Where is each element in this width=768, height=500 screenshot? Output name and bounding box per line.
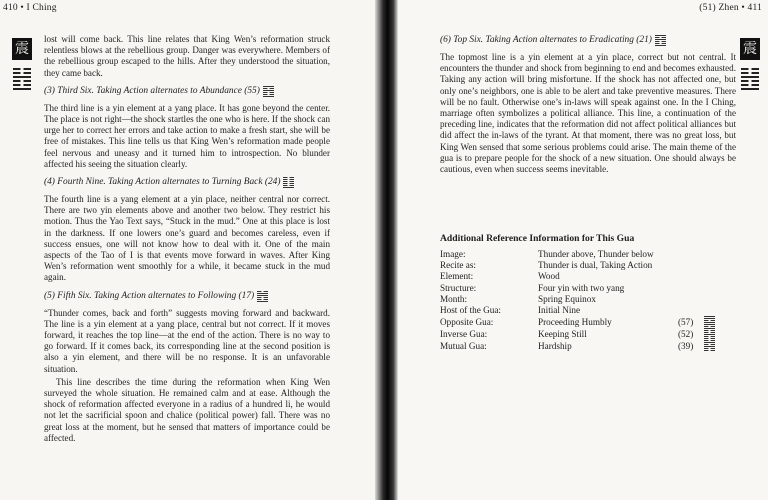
hexagram-zhen-icon xyxy=(13,68,31,92)
hexagram-zhen-icon xyxy=(741,68,759,92)
table-row: Month: Spring Equinox xyxy=(440,293,596,304)
intro-paragraph: lost will come back. This line relates that King Wen’s reformation struck relentless blows at the rebellious group. Danger was everywhere. Members of the rebellious group escaped to the hills. After they understood the situation, they came back. xyxy=(44,34,330,78)
book-gutter xyxy=(375,0,398,500)
hexagram-17-icon xyxy=(257,291,268,303)
right-text-column xyxy=(440,35,736,177)
section-paragraph: This line describes the time during the reformation when King Wen surveyed the whole situation. He remained calm and at ease. Although the shock of reformation affected everyone in a radius of a hundred li, he would not let the sacrificial spoon and chalice (political power) fall. There was no great loss at the moment, but he sensed that matters of importance could be affected. xyxy=(44,376,330,443)
section-heading-third-six: (3) Third Six. Taking Action alternates to Abundance (55) xyxy=(44,86,330,98)
section-heading-fifth-six: (5) Fifth Six. Taking Action alternates to Following (17) xyxy=(44,291,330,303)
table-row: Host of the Gua: Initial Nine xyxy=(440,305,581,316)
zhen-seal-icon: 震 xyxy=(12,38,32,60)
table-row: Opposite Gua: Proceeding Humbly (57) xyxy=(440,316,718,328)
table-row: Image: Thunder above, Thunder below xyxy=(440,248,654,259)
table-row: Element: Wood xyxy=(440,271,560,282)
section-paragraph: The topmost line is a yin element at a yin place, correct but not central. It encounters the thunder and shock from beginning to end and becomes exhausted. Taking any action will bring misfortune. If the shock has not affected one, but only one’s neighbors, one is able to be alert and take preventive measures. There will be no fault. Otherwise one’s in-laws will speak against one. In the I Ching, marriage often symbolizes a political alliance. This line, a continuation of the preceding line, indicates that the reformation did not affect political alliances but did affect the in-laws of the tyrant. At that moment, there was no great loss, but King Wen sensed that some serious problems could arise. The main theme of the gua is to prepare people for the shock of a new situation. One should always be cautious, even when success seems inevitable. xyxy=(440,52,736,175)
table-row: Mutual Gua: Hardship (39) xyxy=(440,340,718,352)
left-running-head: 410 • I Ching xyxy=(3,3,57,13)
right-running-head: (51) Zhen • 411 xyxy=(699,3,762,13)
table-row: Recite as: Thunder is dual, Taking Action xyxy=(440,259,653,270)
table-row: Structure: Four yin with two yang xyxy=(440,282,625,293)
section-paragraph: The third line is a yin element at a yang place. It has gone beyond the center. The place is not right—the shock startles the one who is here. If the shock can urge her to correct her errors and take action to make a fresh start, she will be free of mistakes. This line tells us that King Wen’s reformation made people feel nervous and uneasy and it turned him to introspection. No blunder affected his seeing the situation clearly. xyxy=(44,102,330,169)
hexagram-55-icon xyxy=(263,86,274,98)
reference-title: Additional Reference Information for This Gua xyxy=(440,233,635,244)
hexagram-21-icon xyxy=(655,35,666,47)
section-heading-fourth-nine: (4) Fourth Nine. Taking Action alternates to Turning Back (24) xyxy=(44,177,330,189)
reference-table xyxy=(440,248,718,352)
section-paragraph: The fourth line is a yang element at a yin place, neither central nor correct. There are two yin elements above and another two below. They restrict his motion. Thus the Yao Text says, “Stuck in the mud.” One at this place is lost in the darkness. If one lowers one’s guard and becomes careless, even if success ensues, one will not know how to deal with it. One of the main aspects of the Tao of I is that events move forward in waves. After King Wen’s reformation went smoothly for a while, it became stuck in the mud again. xyxy=(44,194,330,283)
hexagram-52-icon xyxy=(704,328,715,340)
left-page xyxy=(0,0,375,500)
table-row: Inverse Gua: Keeping Still (52) xyxy=(440,328,718,340)
hexagram-39-icon xyxy=(704,340,715,352)
section-heading-top-six: (6) Top Six. Taking Action alternates to Eradicating (21) xyxy=(440,35,736,47)
zhen-seal-icon: 震 xyxy=(740,38,760,60)
hexagram-24-icon xyxy=(283,177,294,189)
right-page xyxy=(398,0,768,500)
hexagram-57-icon xyxy=(704,316,715,328)
section-paragraph: “Thunder comes, back and forth” suggests moving forward and backward. The line is a yin element at a yang place, central but not correct. If it moves forward, it reaches the top line—at the end of the action. There is no way to go forward. If it comes back, its corresponding line at the second position is also a yin element, and there will be no response. It is an unfavorable situation. xyxy=(44,307,330,374)
left-text-column xyxy=(44,34,330,446)
